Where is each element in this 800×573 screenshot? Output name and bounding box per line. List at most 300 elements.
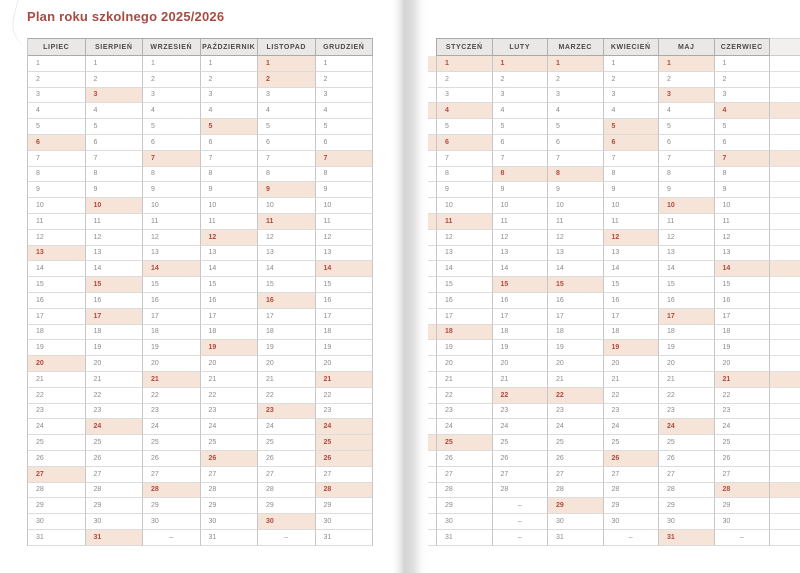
day-cell: 14 [258, 261, 316, 277]
day-cell: 31 [659, 530, 715, 546]
day-cell: 10 [86, 198, 144, 214]
day-cell: 1 [258, 56, 316, 72]
day-cell: 24 [437, 419, 493, 435]
day-cell: 10 [143, 198, 201, 214]
day-cell: 13 [493, 246, 549, 262]
month-header: LISTOPAD [258, 38, 316, 56]
day-cell: 22 [604, 388, 660, 404]
day-cell: 7 [316, 151, 374, 167]
month-header: LIPIEC [28, 38, 86, 56]
day-cell: 26 [715, 451, 771, 467]
row-bleed [428, 277, 437, 293]
right-page-calendar-table [428, 38, 800, 546]
day-cell: 11 [548, 214, 604, 230]
day-cell: 6 [86, 135, 144, 151]
header-bleed [770, 38, 800, 56]
day-cell: 22 [316, 388, 374, 404]
day-cell: 8 [437, 167, 493, 183]
day-cell: 14 [604, 261, 660, 277]
day-cell: 8 [493, 167, 549, 183]
day-cell: 3 [86, 88, 144, 104]
row-bleed [428, 404, 437, 420]
row-bleed [428, 119, 437, 135]
day-cell: 17 [201, 309, 259, 325]
day-cell: 9 [548, 182, 604, 198]
row-bleed [428, 214, 437, 230]
day-cell: 29 [28, 498, 86, 514]
day-cell: 3 [316, 88, 374, 104]
day-cell: 9 [493, 182, 549, 198]
day-cell: 8 [316, 167, 374, 183]
row-bleed [770, 530, 800, 546]
day-cell: 14 [659, 261, 715, 277]
day-cell: 23 [437, 404, 493, 420]
day-cell: 4 [604, 103, 660, 119]
day-cell: 28 [258, 483, 316, 499]
day-cell: 18 [548, 325, 604, 341]
row-bleed [428, 151, 437, 167]
day-cell: 23 [201, 404, 259, 420]
day-cell: 29 [86, 498, 144, 514]
day-cell: 24 [715, 419, 771, 435]
row-bleed [428, 167, 437, 183]
day-cell: 26 [548, 451, 604, 467]
day-cell: 26 [604, 451, 660, 467]
day-cell: 14 [437, 261, 493, 277]
row-bleed [428, 88, 437, 104]
day-cell: 9 [143, 182, 201, 198]
day-cell: 21 [659, 372, 715, 388]
empty-day-cell: – [493, 530, 549, 546]
day-cell: 23 [258, 404, 316, 420]
day-cell: 22 [28, 388, 86, 404]
day-cell: 31 [86, 530, 144, 546]
day-cell: 30 [316, 514, 374, 530]
month-header: CZERWIEC [715, 38, 771, 56]
day-cell: 21 [316, 372, 374, 388]
day-cell: 27 [548, 467, 604, 483]
day-cell: 26 [493, 451, 549, 467]
day-cell: 13 [201, 246, 259, 262]
day-cell: 31 [201, 530, 259, 546]
day-cell: 22 [201, 388, 259, 404]
day-cell: 22 [548, 388, 604, 404]
day-cell: 16 [437, 293, 493, 309]
day-cell: 17 [143, 309, 201, 325]
day-cell: 21 [715, 372, 771, 388]
day-cell: 2 [548, 72, 604, 88]
day-cell: 20 [437, 356, 493, 372]
day-cell: 23 [715, 404, 771, 420]
day-cell: 28 [143, 483, 201, 499]
row-bleed [428, 135, 437, 151]
day-cell: 28 [437, 483, 493, 499]
day-cell: 18 [28, 325, 86, 341]
day-cell: 18 [437, 325, 493, 341]
day-cell: 23 [28, 404, 86, 420]
day-cell: 12 [143, 230, 201, 246]
row-bleed [770, 435, 800, 451]
row-bleed [428, 530, 437, 546]
day-cell: 5 [548, 119, 604, 135]
day-cell: 11 [316, 214, 374, 230]
day-cell: 20 [86, 356, 144, 372]
day-cell: 7 [86, 151, 144, 167]
day-cell: 14 [86, 261, 144, 277]
day-cell: 19 [548, 340, 604, 356]
day-cell: 31 [548, 530, 604, 546]
day-cell: 20 [201, 356, 259, 372]
row-bleed [428, 261, 437, 277]
day-cell: 5 [86, 119, 144, 135]
month-header: PAŹDZIERNIK [201, 38, 259, 56]
day-cell: 1 [86, 56, 144, 72]
day-cell: 22 [493, 388, 549, 404]
day-cell: 28 [86, 483, 144, 499]
day-cell: 17 [659, 309, 715, 325]
day-cell: 11 [258, 214, 316, 230]
day-cell: 10 [715, 198, 771, 214]
day-cell: 2 [437, 72, 493, 88]
day-cell: 13 [715, 246, 771, 262]
day-cell: 11 [659, 214, 715, 230]
day-cell: 15 [493, 277, 549, 293]
day-cell: 1 [28, 56, 86, 72]
row-bleed [770, 514, 800, 530]
day-cell: 16 [548, 293, 604, 309]
day-cell: 21 [548, 372, 604, 388]
day-cell: 25 [201, 435, 259, 451]
empty-day-cell: – [715, 530, 771, 546]
day-cell: 8 [28, 167, 86, 183]
day-cell: 14 [493, 261, 549, 277]
day-cell: 7 [493, 151, 549, 167]
row-bleed [770, 182, 800, 198]
day-cell: 7 [143, 151, 201, 167]
day-cell: 29 [143, 498, 201, 514]
row-bleed [770, 198, 800, 214]
header-bleed [428, 38, 437, 56]
day-cell: 6 [548, 135, 604, 151]
day-cell: 17 [316, 309, 374, 325]
day-cell: 7 [201, 151, 259, 167]
day-cell: 8 [659, 167, 715, 183]
day-cell: 15 [316, 277, 374, 293]
day-cell: 4 [28, 103, 86, 119]
day-cell: 8 [201, 167, 259, 183]
day-cell: 5 [143, 119, 201, 135]
day-cell: 16 [86, 293, 144, 309]
day-cell: 11 [28, 214, 86, 230]
day-cell: 5 [604, 119, 660, 135]
day-cell: 15 [28, 277, 86, 293]
row-bleed [428, 498, 437, 514]
day-cell: 23 [143, 404, 201, 420]
day-cell: 7 [604, 151, 660, 167]
day-cell: 21 [28, 372, 86, 388]
day-cell: 29 [604, 498, 660, 514]
day-cell: 7 [548, 151, 604, 167]
day-cell: 3 [715, 88, 771, 104]
day-cell: 23 [659, 404, 715, 420]
day-cell: 20 [143, 356, 201, 372]
row-bleed [428, 388, 437, 404]
day-cell: 24 [201, 419, 259, 435]
day-cell: 20 [604, 356, 660, 372]
row-bleed [428, 514, 437, 530]
month-header: LUTY [493, 38, 549, 56]
row-bleed [428, 230, 437, 246]
day-cell: 24 [493, 419, 549, 435]
day-cell: 29 [548, 498, 604, 514]
day-cell: 10 [201, 198, 259, 214]
day-cell: 17 [604, 309, 660, 325]
day-cell: 28 [548, 483, 604, 499]
day-cell: 20 [715, 356, 771, 372]
day-cell: 7 [28, 151, 86, 167]
day-cell: 19 [316, 340, 374, 356]
day-cell: 21 [258, 372, 316, 388]
day-cell: 18 [659, 325, 715, 341]
day-cell: 19 [493, 340, 549, 356]
day-cell: 19 [659, 340, 715, 356]
day-cell: 13 [258, 246, 316, 262]
day-cell: 7 [715, 151, 771, 167]
day-cell: 26 [437, 451, 493, 467]
row-bleed [770, 372, 800, 388]
row-bleed [770, 119, 800, 135]
day-cell: 27 [715, 467, 771, 483]
row-bleed [770, 103, 800, 119]
day-cell: 3 [143, 88, 201, 104]
row-bleed [770, 293, 800, 309]
day-cell: 25 [493, 435, 549, 451]
day-cell: 30 [715, 514, 771, 530]
day-cell: 12 [258, 230, 316, 246]
day-cell: 8 [604, 167, 660, 183]
day-cell: 21 [86, 372, 144, 388]
row-bleed [770, 356, 800, 372]
day-cell: 31 [316, 530, 374, 546]
day-cell: 1 [201, 56, 259, 72]
row-bleed [428, 182, 437, 198]
day-cell: 27 [201, 467, 259, 483]
day-cell: 12 [715, 230, 771, 246]
day-cell: 27 [437, 467, 493, 483]
day-cell: 5 [493, 119, 549, 135]
day-cell: 5 [28, 119, 86, 135]
day-cell: 24 [143, 419, 201, 435]
day-cell: 14 [715, 261, 771, 277]
day-cell: 12 [604, 230, 660, 246]
day-cell: 30 [604, 514, 660, 530]
day-cell: 10 [604, 198, 660, 214]
day-cell: 27 [143, 467, 201, 483]
day-cell: 17 [437, 309, 493, 325]
row-bleed [428, 325, 437, 341]
day-cell: 22 [143, 388, 201, 404]
day-cell: 8 [143, 167, 201, 183]
day-cell: 2 [316, 72, 374, 88]
day-cell: 2 [258, 72, 316, 88]
row-bleed [428, 483, 437, 499]
day-cell: 25 [143, 435, 201, 451]
day-cell: 7 [258, 151, 316, 167]
day-cell: 16 [493, 293, 549, 309]
day-cell: 15 [604, 277, 660, 293]
day-cell: 9 [201, 182, 259, 198]
day-cell: 16 [659, 293, 715, 309]
day-cell: 14 [316, 261, 374, 277]
day-cell: 27 [28, 467, 86, 483]
day-cell: 9 [604, 182, 660, 198]
day-cell: 5 [201, 119, 259, 135]
day-cell: 12 [548, 230, 604, 246]
day-cell: 20 [548, 356, 604, 372]
day-cell: 18 [316, 325, 374, 341]
day-cell: 29 [715, 498, 771, 514]
day-cell: 25 [437, 435, 493, 451]
day-cell: 30 [659, 514, 715, 530]
day-cell: 27 [258, 467, 316, 483]
day-cell: 30 [143, 514, 201, 530]
day-cell: 13 [86, 246, 144, 262]
day-cell: 2 [201, 72, 259, 88]
day-cell: 9 [715, 182, 771, 198]
day-cell: 12 [437, 230, 493, 246]
day-cell: 4 [316, 103, 374, 119]
day-cell: 4 [258, 103, 316, 119]
day-cell: 1 [659, 56, 715, 72]
day-cell: 10 [493, 198, 549, 214]
day-cell: 21 [201, 372, 259, 388]
month-header: KWIECIEŃ [604, 38, 660, 56]
day-cell: 15 [715, 277, 771, 293]
day-cell: 21 [437, 372, 493, 388]
month-header: MARZEC [548, 38, 604, 56]
row-bleed [770, 419, 800, 435]
day-cell: 28 [316, 483, 374, 499]
day-cell: 6 [316, 135, 374, 151]
day-cell: 3 [493, 88, 549, 104]
day-cell: 4 [86, 103, 144, 119]
day-cell: 19 [437, 340, 493, 356]
row-bleed [428, 356, 437, 372]
row-bleed [770, 451, 800, 467]
day-cell: 5 [437, 119, 493, 135]
day-cell: 27 [86, 467, 144, 483]
day-cell: 10 [28, 198, 86, 214]
day-cell: 29 [258, 498, 316, 514]
day-cell: 3 [659, 88, 715, 104]
day-cell: 6 [604, 135, 660, 151]
day-cell: 18 [604, 325, 660, 341]
day-cell: 26 [659, 451, 715, 467]
day-cell: 15 [86, 277, 144, 293]
day-cell: 12 [316, 230, 374, 246]
day-cell: 10 [437, 198, 493, 214]
day-cell: 4 [659, 103, 715, 119]
day-cell: 28 [28, 483, 86, 499]
day-cell: 11 [201, 214, 259, 230]
day-cell: 29 [316, 498, 374, 514]
day-cell: 11 [493, 214, 549, 230]
day-cell: 20 [316, 356, 374, 372]
day-cell: 8 [548, 167, 604, 183]
day-cell: 26 [316, 451, 374, 467]
day-cell: 29 [437, 498, 493, 514]
day-cell: 21 [493, 372, 549, 388]
day-cell: 10 [548, 198, 604, 214]
row-bleed [428, 198, 437, 214]
day-cell: 24 [604, 419, 660, 435]
day-cell: 15 [201, 277, 259, 293]
day-cell: 4 [437, 103, 493, 119]
row-bleed [770, 135, 800, 151]
day-cell: 25 [28, 435, 86, 451]
day-cell: 28 [659, 483, 715, 499]
day-cell: 4 [548, 103, 604, 119]
day-cell: 3 [258, 88, 316, 104]
day-cell: 30 [86, 514, 144, 530]
day-cell: 2 [715, 72, 771, 88]
row-bleed [770, 340, 800, 356]
day-cell: 15 [548, 277, 604, 293]
day-cell: 6 [143, 135, 201, 151]
row-bleed [770, 167, 800, 183]
day-cell: 1 [493, 56, 549, 72]
day-cell: 12 [86, 230, 144, 246]
day-cell: 13 [659, 246, 715, 262]
day-cell: 28 [201, 483, 259, 499]
day-cell: 25 [659, 435, 715, 451]
row-bleed [770, 325, 800, 341]
day-cell: 12 [493, 230, 549, 246]
empty-day-cell: – [493, 514, 549, 530]
day-cell: 25 [604, 435, 660, 451]
row-bleed [770, 498, 800, 514]
day-cell: 24 [28, 419, 86, 435]
day-cell: 17 [258, 309, 316, 325]
day-cell: 2 [659, 72, 715, 88]
row-bleed [428, 309, 437, 325]
day-cell: 11 [715, 214, 771, 230]
day-cell: 18 [493, 325, 549, 341]
day-cell: 20 [493, 356, 549, 372]
day-cell: 4 [715, 103, 771, 119]
day-cell: 13 [316, 246, 374, 262]
day-cell: 25 [258, 435, 316, 451]
day-cell: 5 [258, 119, 316, 135]
day-cell: 19 [715, 340, 771, 356]
month-header: WRZESIEŃ [143, 38, 201, 56]
day-cell: 29 [201, 498, 259, 514]
day-cell: 30 [258, 514, 316, 530]
row-bleed [428, 103, 437, 119]
day-cell: 25 [316, 435, 374, 451]
row-bleed [770, 214, 800, 230]
day-cell: 2 [143, 72, 201, 88]
day-cell: 6 [715, 135, 771, 151]
day-cell: 26 [86, 451, 144, 467]
day-cell: 1 [143, 56, 201, 72]
day-cell: 27 [604, 467, 660, 483]
day-cell: 10 [258, 198, 316, 214]
row-bleed [770, 230, 800, 246]
page-title: Plan roku szkolnego 2025/2026 [27, 9, 225, 24]
day-cell: 15 [143, 277, 201, 293]
day-cell: 15 [258, 277, 316, 293]
